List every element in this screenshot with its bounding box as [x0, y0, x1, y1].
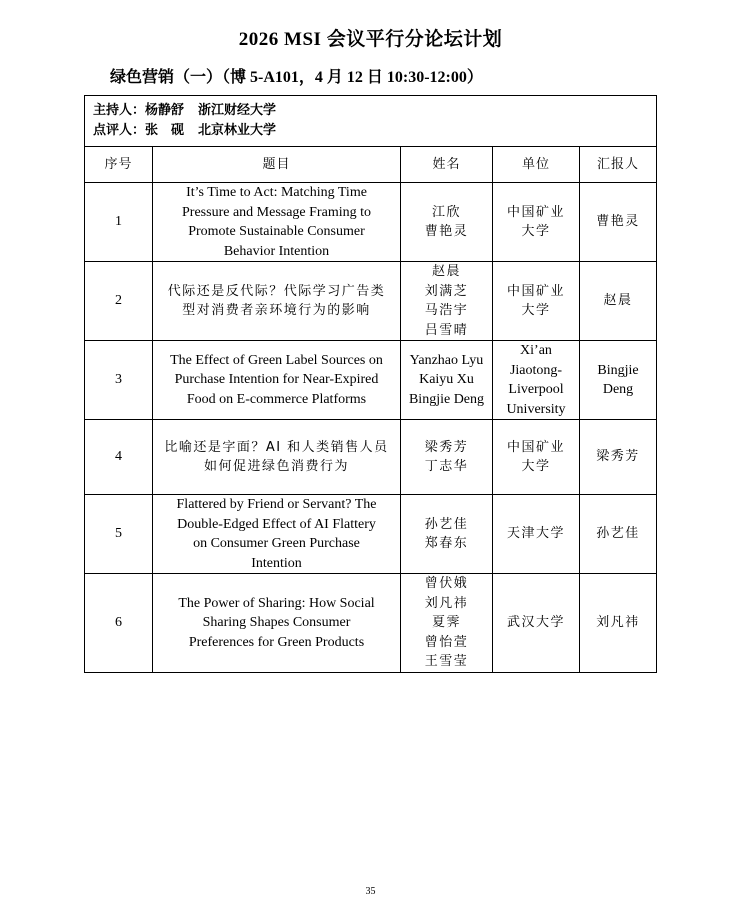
- table-row: [85, 574, 657, 673]
- paper-title: 比喻还是字面？AI 和人类销售人员 如何促进绿色消费行为: [153, 420, 401, 495]
- host-name: 杨静舒: [145, 103, 185, 118]
- host-label: 主持人：: [93, 103, 146, 118]
- paper-title: The Effect of Green Label Sources on Purchase Intention for Near-Expired Food on E-commerce Platforms: [153, 341, 401, 420]
- author-names: 曾伏娥 刘凡祎 夏霁 曾怡萱 王雪莹: [401, 574, 493, 673]
- paper-title: 代际还是反代际？代际学习广告类 型对消费者亲环境行为的影响: [153, 262, 401, 341]
- presenter: 赵晨: [580, 262, 657, 341]
- presenter: 梁秀芳: [580, 420, 657, 495]
- table-row: [85, 341, 657, 420]
- header-affiliation: 单位: [493, 147, 580, 183]
- presenter: 孙艺佳: [580, 495, 657, 574]
- author-names: 梁秀芳 丁志华: [401, 420, 493, 495]
- reviewer-name: 张 砚: [145, 123, 185, 138]
- row-number: 2: [85, 262, 153, 341]
- affiliation: 天津大学: [493, 495, 580, 574]
- presenter: Bingjie Deng: [580, 341, 657, 420]
- host-info-cell: [85, 96, 657, 147]
- reviewer-label: 点评人：: [93, 123, 146, 138]
- row-number: 4: [85, 420, 153, 495]
- page-number: 35: [365, 886, 376, 897]
- reviewer-line: [93, 121, 648, 141]
- row-number: 3: [85, 341, 153, 420]
- presenter: 刘凡祎: [580, 574, 657, 673]
- host-row: [85, 96, 657, 147]
- paper-title: The Power of Sharing: How Social Sharing Shapes Consumer Preferences for Green Products: [153, 574, 401, 673]
- row-number: 6: [85, 574, 153, 673]
- author-names: 孙艺佳 郑春东: [401, 495, 493, 574]
- header-title: 题目: [153, 147, 401, 183]
- row-number: 1: [85, 183, 153, 262]
- presenter: 曹艳灵: [580, 183, 657, 262]
- author-names: Yanzhao Lyu Kaiyu Xu Bingjie Deng: [401, 341, 493, 420]
- schedule-table: [84, 95, 657, 673]
- header-names: 姓名: [401, 147, 493, 183]
- paper-title: Flattered by Friend or Servant? The Double-Edged Effect of AI Flattery on Consumer Green Purchase Intention: [153, 495, 401, 574]
- header-no: 序号: [85, 147, 153, 183]
- host-line: [93, 101, 648, 121]
- table-row: [85, 183, 657, 262]
- author-names: 赵晨 刘满芝 马浩宇 吕雪晴: [401, 262, 493, 341]
- session-title: 绿色营销（一）（博 5-A101，4 月 12 日 10:30-12:00）: [110, 69, 483, 86]
- row-number: 5: [85, 495, 153, 574]
- affiliation: 武汉大学: [493, 574, 580, 673]
- affiliation: 中国矿业 大学: [493, 183, 580, 262]
- affiliation: Xi’an Jiaotong- Liverpool University: [493, 341, 580, 420]
- header-row: [85, 147, 657, 183]
- document-title: 2026 MSI 会议平行分论坛计划: [238, 29, 503, 50]
- affiliation: 中国矿业 大学: [493, 262, 580, 341]
- affiliation: 中国矿业 大学: [493, 420, 580, 495]
- table-row: [85, 420, 657, 495]
- paper-title: It’s Time to Act: Matching Time Pressure and Message Framing to Promote Sustainable Consumer Behavior Intention: [153, 183, 401, 262]
- header-presenter: 汇报人: [580, 147, 657, 183]
- host-affiliation: 浙江财经大学: [198, 103, 277, 118]
- author-names: 江欣 曹艳灵: [401, 183, 493, 262]
- table-row: [85, 262, 657, 341]
- table-row: [85, 495, 657, 574]
- reviewer-affiliation: 北京林业大学: [198, 123, 277, 138]
